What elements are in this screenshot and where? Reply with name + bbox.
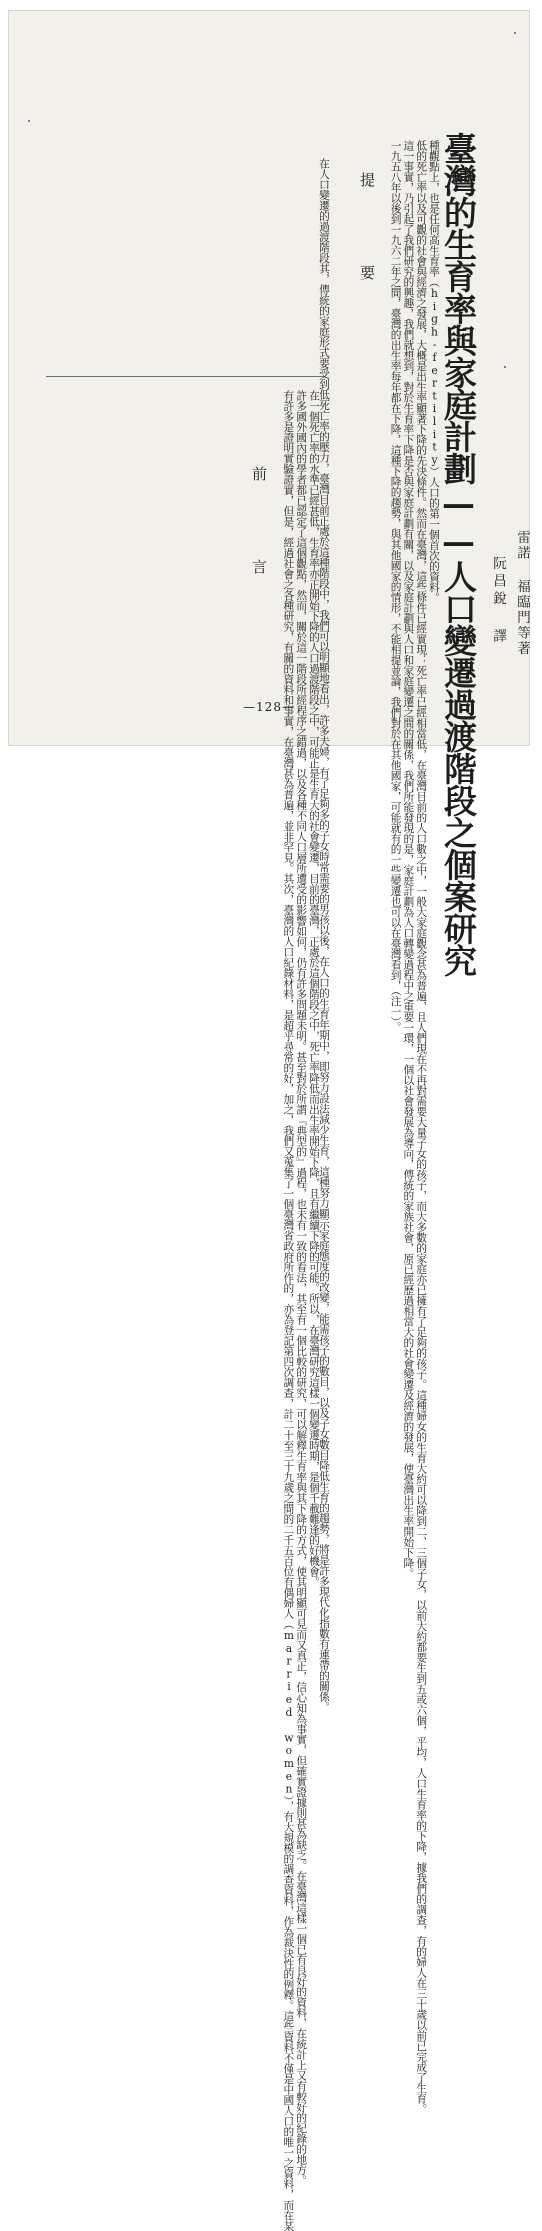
- section-divider: [46, 376, 324, 377]
- article-translator: 阮昌銳 譯: [490, 556, 506, 646]
- right-column-text: 種觀點上，也是任何高生育率（high-fertility）人口的第一個首次的資料。 低的死亡率以及可觀的社會與經濟之發展，大概是出生率顯著下降的先決條件。然而在臺灣，這些條件已經實現：死亡率已經相當低，在臺灣目前的人口數之中，一般大家庭觀念甚為普遍，且人們現在不再對需要大量子女的孩子，而大多數的家庭亦已擁有了足夠的孩子。這種婦女的生育大約可以降到二、三個子女，以前大約都要生到五或六個，平均，人口生育率的下降，據我們的調查，有的婦人在三十歲以前已完成了生育。 這一事實，乃引起了我們研究的興趣，我們就想到，對於生育率下降是否與家庭計劃有關，以及家庭計劃與人口和家庭變遷之間的關係，我們所能發現的是，家庭計劃為人口轉變過程中之重要一環，一個以社會發展為導向，傳統的家族社會，原已經歷過相當大的社會變遷及經濟的發展，使臺灣出生率開始下降。 一九五八年以後到一九六二年之間，臺灣的出生率每年都在下降，這種下降的趨勢，與其他國家的情形，不能相提並論，我們對於在其他國家，可能就有的一些變遷也可以在臺灣看到，（注一）。: [389, 140, 441, 2114]
- abstract-heading: 提 要: [358, 172, 376, 310]
- scan-speck: [514, 32, 516, 34]
- page-number: —128—: [243, 700, 295, 714]
- abstract-text: 在人口變遷的過渡階段其，傳統的家庭形式要受到低死亡率的壓力，臺灣目前正處於這種階段中，我們可以明顯地看出，許多夫婦，有了足夠多的子女時常需要的男孩以後，在人口的生育年期中，即努力設法減少生育，這種努力顯示家庭態度的改變，能需孩子的數目，以及子女數目降低生育的趨勢，將是許多現代化指數有連帶的關係。: [318, 158, 331, 1712]
- scan-speck: [504, 366, 506, 368]
- scan-speck: [28, 120, 30, 122]
- document-page: [8, 10, 530, 2231]
- article-authors: 雷諾 福臨門等著: [514, 530, 530, 657]
- intro-heading: 前 言: [250, 466, 268, 604]
- article-title: 臺灣的生育率與家庭計劃——人口變遷過渡階段之個案研究: [439, 132, 478, 976]
- intro-text: 在一個死亡率的水準已經甚低，生育率亦正開始下降的人口過渡階段之中，可能正是生育大的社會變遷，目前的臺灣，正處於這個階段之中，死亡率降低而出生率開始下降，且有繼續下降的可能。所以，在臺灣研究這樣一個變遷時期，是個千載難逢的好機會。 許多國外國內的學者都已認定了這個觀點，然而，關於這一階段所經程序之錯過，以及各種不同人口層所遭受的影響如何，仍有許多問題未明。甚至對於所謂『典型的』過程，也未有一致的看法，其至有一個比較的研究，可以解釋生育率與其下降的方式，使其明顯可見而又真正，信心知為事實，但確實證據則甚為缺乏。在臺灣這樣一個已有良好的資料，在統計上又有較好的紀錄的地方。 有許多是證明實驗證實，但是，經過社會之各種研究，有關的資料和事實，在臺灣甚為普遍，並非罕見。其次，臺灣的人口紀錄材料，是超乎尋常的好，加之，我們又蒐集了一個臺灣省政府所作的，亦為登記第四次調查，計二十至三十九歲之間的二千五百位有偶婦人（married women），有大規模的調查資料，作為裁決性的例釋。這些資料不僅是中國人口的唯一之資料，而在某: [282, 390, 321, 2231]
